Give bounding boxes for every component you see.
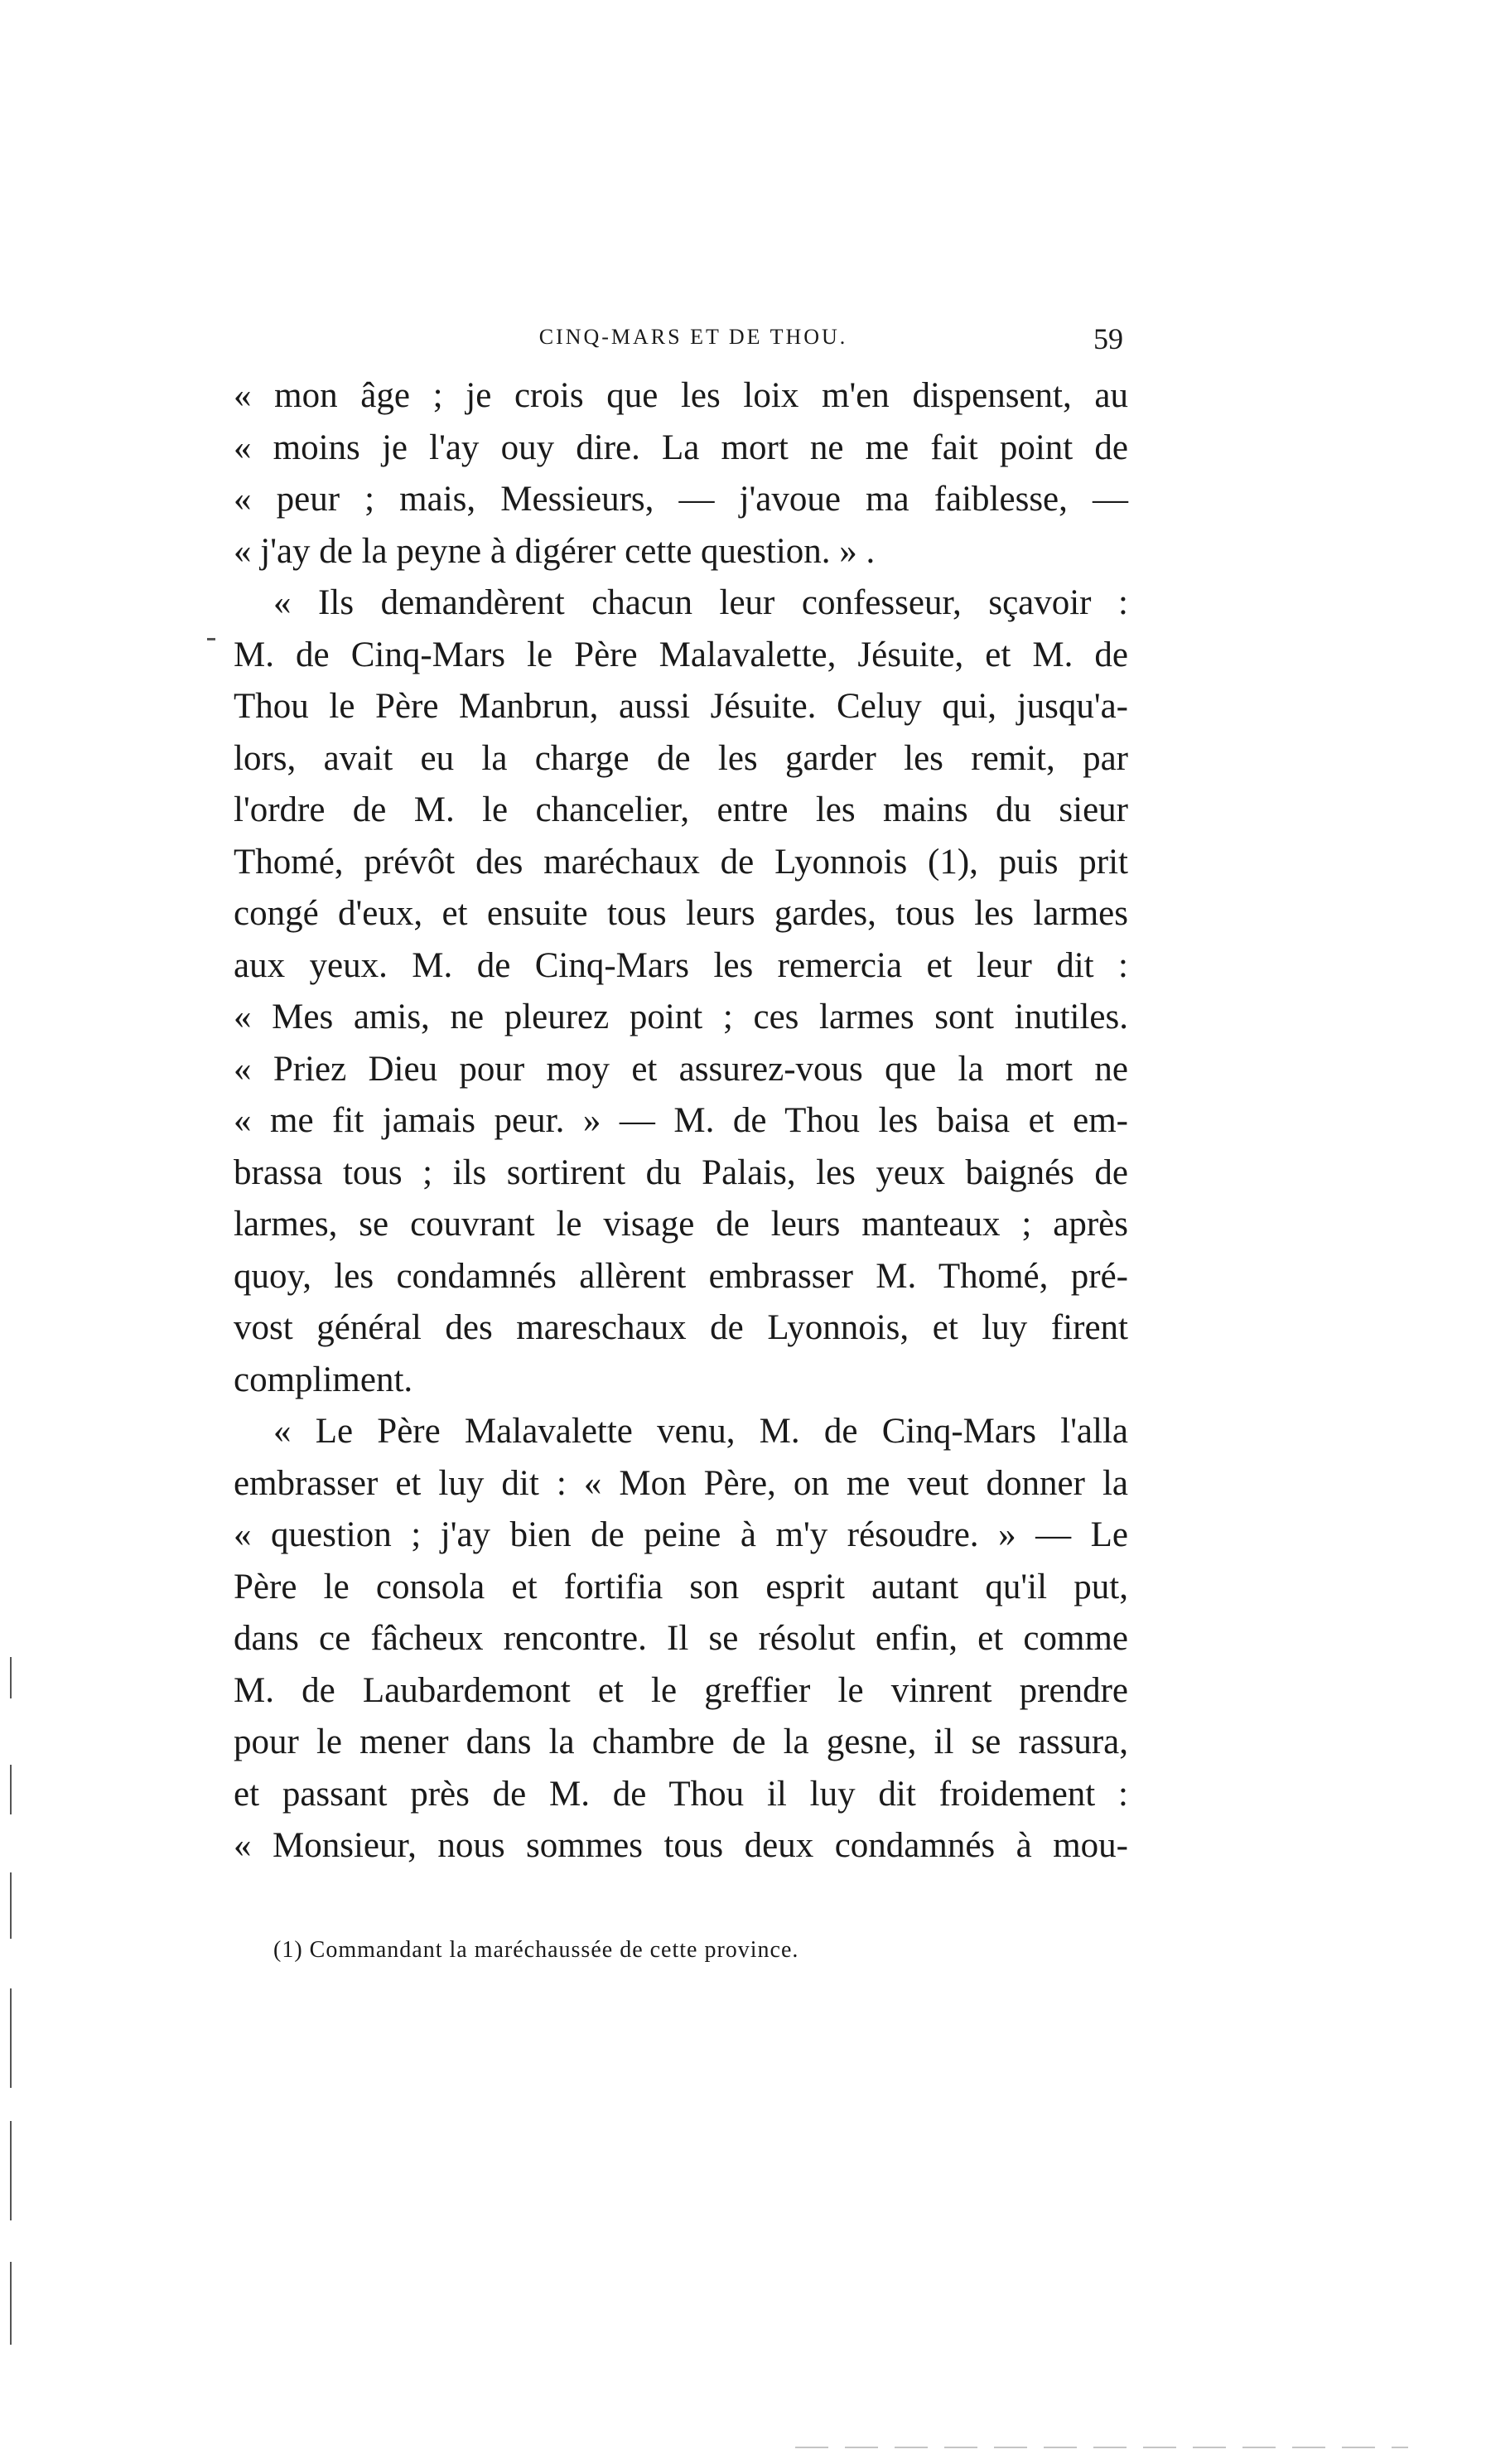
text-line: « peur ; mais, Messieurs, — j'avoue ma faiblesse, — — [234, 480, 1128, 519]
margin-scan-mark — [207, 638, 215, 640]
footnote: (1) Commandant la maréchaussée de cette province. — [273, 1937, 799, 1963]
text-line: l'ordre de M. le chancelier, entre les mains du sieur — [234, 790, 1128, 829]
margin-scan-mark — [10, 1988, 12, 2088]
text-line: quoy, les condamnés allèrent embrasser M. Thomé, pré- — [234, 1256, 1128, 1296]
text-line: compliment. — [234, 1360, 413, 1399]
running-head — [234, 321, 1153, 363]
text-line: M. de Cinq-Mars le Père Malavalette, Jésuite, et M. de — [234, 635, 1128, 674]
margin-scan-mark — [10, 2262, 12, 2345]
margin-scan-mark — [10, 1765, 12, 1814]
text-line: et passant près de M. de Thou il luy dit froidement : — [234, 1774, 1128, 1814]
text-line: « Monsieur, nous sommes tous deux condamnés à mou- — [234, 1826, 1128, 1865]
body-text — [234, 370, 1128, 1872]
text-line: « j'ay de la peyne à digérer cette question. » . — [234, 531, 876, 571]
text-line: lors, avait eu la charge de les garder les remit, par — [234, 738, 1128, 778]
text-line: « question ; j'ay bien de peine à m'y résoudre. » — Le — [234, 1515, 1128, 1554]
text-line: dans ce fâcheux rencontre. Il se résolut enfin, et comme — [234, 1619, 1128, 1658]
text-line: embrasser et luy dit : « Mon Père, on me veut donner la — [234, 1463, 1128, 1503]
text-line: « Ils demandèrent chacun leur confesseur, sçavoir : — [273, 583, 1128, 622]
text-line: Thou le Père Manbrun, aussi Jésuite. Celuy qui, jusqu'a- — [234, 687, 1128, 726]
text-line: aux yeux. M. de Cinq-Mars les remercia et leur dit : — [234, 945, 1128, 985]
text-line: Thomé, prévôt des maréchaux de Lyonnois (1), puis prit — [234, 842, 1128, 882]
text-line: vost général des mareschaux de Lyonnois, et luy firent — [234, 1308, 1128, 1347]
text-line: brassa tous ; ils sortirent du Palais, les yeux baignés de — [234, 1152, 1128, 1192]
margin-scan-mark — [10, 1657, 12, 1698]
margin-scan-mark — [10, 2121, 12, 2220]
page-number: 59 — [1093, 322, 1123, 355]
text-line: « mon âge ; je crois que les loix m'en dispensent, au — [234, 376, 1128, 415]
running-title: CINQ-MARS ET DE THOU. — [538, 325, 848, 349]
text-line: « me fit jamais peur. » — M. de Thou les baisa et em- — [234, 1101, 1128, 1140]
text-line: M. de Laubardemont et le greffier le vinrent prendre — [234, 1670, 1128, 1710]
text-line: « Mes amis, ne pleurez point ; ces larmes sont inutiles. — [234, 998, 1128, 1036]
text-line: « Priez Dieu pour moy et assurez-vous que la mort ne — [234, 1049, 1128, 1089]
text-line: Père le consola et fortifia son esprit autant qu'il put, — [234, 1567, 1128, 1606]
text-line: « moins je l'ay ouy dire. La mort ne me fait point de — [234, 428, 1128, 467]
text-line: pour le mener dans la chambre de la gesne, il se rassura, — [234, 1722, 1128, 1761]
text-line: « Le Père Malavalette venu, M. de Cinq-Mars l'alla — [273, 1412, 1128, 1451]
text-line: congé d'eux, et ensuite tous leurs gardes, tous les larmes — [234, 894, 1128, 933]
text-line: larmes, se couvrant le visage de leurs manteaux ; après — [234, 1205, 1128, 1244]
bottom-scan-edge — [795, 2447, 1408, 2448]
margin-scan-mark — [10, 1872, 12, 1939]
